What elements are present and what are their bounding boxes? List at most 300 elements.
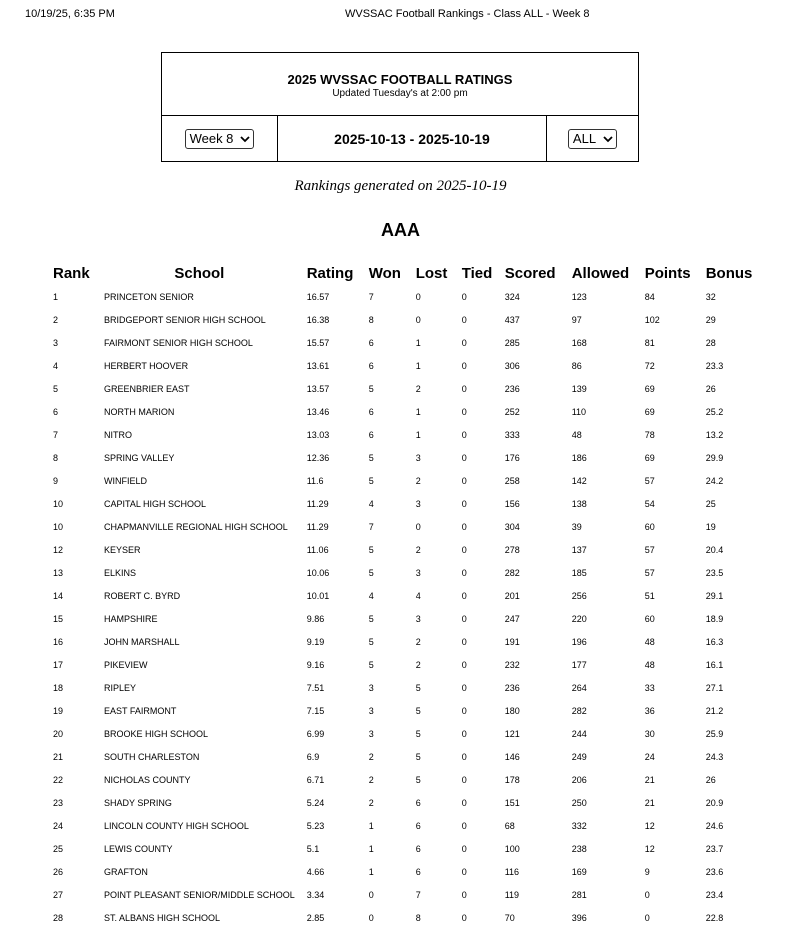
cell-lost: 3 — [415, 498, 421, 509]
cell-tied: 0 — [461, 820, 467, 831]
cell-allowed: 123 — [571, 291, 587, 302]
cell-points: 72 — [644, 360, 655, 371]
cell-tied: 0 — [461, 590, 467, 601]
table-row — [47, 837, 762, 860]
cell-school: SPRING VALLEY — [104, 452, 175, 463]
cell-school: BRIDGEPORT SENIOR HIGH SCHOOL — [104, 314, 266, 325]
cell-scored: 121 — [504, 728, 520, 739]
cell-bonus: 22.8 — [705, 912, 724, 923]
cell-school: RIPLEY — [104, 682, 137, 693]
cell-rating: 11.29 — [306, 521, 329, 532]
cell-tied: 0 — [461, 659, 467, 670]
cell-lost: 4 — [415, 590, 421, 601]
cell-tied: 0 — [461, 636, 467, 647]
cell-bonus: 20.4 — [705, 544, 724, 555]
cell-rating: 6.9 — [306, 751, 320, 762]
cell-school: PIKEVIEW — [104, 659, 148, 670]
cell-allowed: 177 — [571, 659, 587, 670]
table-row — [47, 768, 762, 791]
cell-won: 5 — [368, 613, 374, 624]
cell-allowed: 39 — [571, 521, 582, 532]
cell-rating: 10.06 — [306, 567, 330, 578]
cell-points: 69 — [644, 406, 655, 417]
cell-allowed: 139 — [571, 383, 587, 394]
cell-bonus: 28 — [705, 337, 716, 348]
cell-points: 36 — [644, 705, 655, 716]
cell-rank: 16 — [53, 636, 64, 647]
cell-scored: 236 — [504, 383, 520, 394]
cell-points: 21 — [644, 797, 655, 808]
cell-points: 51 — [644, 590, 655, 601]
panel-controls-row — [162, 116, 638, 161]
cell-school: NORTH MARION — [104, 406, 175, 417]
cell-school: PRINCETON SENIOR — [104, 291, 194, 302]
cell-tied: 0 — [461, 567, 467, 578]
cell-bonus: 23.3 — [705, 360, 724, 371]
cell-lost: 1 — [415, 429, 421, 440]
cell-rating: 12.36 — [306, 452, 330, 463]
cell-won: 2 — [368, 751, 374, 762]
cell-bonus: 27.1 — [705, 682, 724, 693]
cell-rank: 27 — [53, 889, 64, 900]
cell-tied: 0 — [461, 866, 467, 877]
cell-tied: 0 — [461, 429, 467, 440]
week-select[interactable] — [185, 129, 255, 149]
week-select-value: Week 8 — [189, 131, 234, 146]
cell-won: 1 — [368, 843, 374, 854]
cell-bonus: 29.9 — [705, 452, 724, 463]
cell-scored: 146 — [504, 751, 520, 762]
cell-tied: 0 — [461, 337, 467, 348]
cell-school: POINT PLEASANT SENIOR/MIDDLE SCHOOL — [104, 889, 295, 900]
cell-won: 5 — [368, 383, 374, 394]
cell-allowed: 142 — [571, 475, 587, 486]
cell-lost: 1 — [415, 360, 421, 371]
table-row — [47, 331, 762, 354]
cell-won: 1 — [368, 820, 374, 831]
cell-school: WINFIELD — [104, 475, 148, 486]
cell-won: 3 — [368, 682, 374, 693]
cell-rank: 19 — [53, 705, 64, 716]
cell-allowed: 185 — [571, 567, 587, 578]
cell-won: 7 — [368, 521, 374, 532]
cell-scored: 247 — [504, 613, 520, 624]
cell-school: HAMPSHIRE — [104, 613, 158, 624]
cell-won: 5 — [368, 636, 374, 647]
table-row — [47, 377, 762, 400]
cell-lost: 8 — [415, 912, 421, 923]
cell-lost: 3 — [415, 613, 421, 624]
cell-scored: 191 — [504, 636, 520, 647]
col-header-rating: Rating — [306, 265, 354, 282]
cell-rating: 4.66 — [306, 866, 325, 877]
cell-points: 0 — [644, 912, 650, 923]
cell-tied: 0 — [461, 360, 467, 371]
table-row — [47, 354, 762, 377]
cell-lost: 5 — [415, 705, 421, 716]
cell-bonus: 16.1 — [705, 659, 724, 670]
cell-scored: 282 — [504, 567, 520, 578]
cell-points: 57 — [644, 567, 655, 578]
cell-tied: 0 — [461, 889, 467, 900]
cell-allowed: 281 — [571, 889, 587, 900]
cell-bonus: 13.2 — [705, 429, 724, 440]
col-header-won: Won — [368, 265, 401, 282]
cell-won: 4 — [368, 498, 374, 509]
cell-school: NICHOLAS COUNTY — [104, 774, 191, 785]
cell-rank: 17 — [53, 659, 64, 670]
col-header-lost: Lost — [415, 265, 448, 282]
print-document-title: WVSSAC Football Rankings - Class ALL - Week 8 — [345, 8, 590, 20]
cell-won: 2 — [368, 774, 374, 785]
cell-tied: 0 — [461, 521, 467, 532]
table-row — [47, 400, 762, 423]
cell-allowed: 244 — [571, 728, 587, 739]
cell-scored: 324 — [504, 291, 520, 302]
cell-points: 57 — [644, 475, 655, 486]
cell-school: BROOKE HIGH SCHOOL — [104, 728, 209, 739]
cell-allowed: 249 — [571, 751, 587, 762]
cell-scored: 70 — [504, 912, 515, 923]
col-header-bonus: Bonus — [705, 265, 753, 282]
cell-rating: 6.99 — [306, 728, 325, 739]
table-header-row — [47, 262, 762, 285]
cell-won: 6 — [368, 406, 374, 417]
cell-allowed: 196 — [571, 636, 587, 647]
cell-school: CHAPMANVILLE REGIONAL HIGH SCHOOL — [104, 521, 288, 532]
cell-rating: 11.6 — [306, 475, 324, 486]
cell-rating: 13.57 — [306, 383, 330, 394]
cell-school: FAIRMONT SENIOR HIGH SCHOOL — [104, 337, 253, 348]
cell-rating: 16.57 — [306, 291, 330, 302]
table-row — [47, 791, 762, 814]
cell-school: GREENBRIER EAST — [104, 383, 190, 394]
cell-scored: 178 — [504, 774, 520, 785]
cell-tied: 0 — [461, 728, 467, 739]
cell-rank: 20 — [53, 728, 64, 739]
cell-allowed: 282 — [571, 705, 587, 716]
cell-rank: 9 — [53, 475, 59, 486]
cell-school: ROBERT C. BYRD — [104, 590, 181, 601]
cell-rating: 7.51 — [306, 682, 325, 693]
col-header-allowed: Allowed — [571, 265, 630, 282]
table-row — [47, 308, 762, 331]
update-schedule-note: Updated Tuesday's at 2:00 pm — [332, 88, 468, 99]
col-header-rank: Rank — [53, 265, 90, 282]
cell-school: LINCOLN COUNTY HIGH SCHOOL — [104, 820, 249, 831]
cell-tied: 0 — [461, 314, 467, 325]
cell-scored: 306 — [504, 360, 520, 371]
panel-title-block — [162, 53, 638, 116]
table-row — [47, 584, 762, 607]
cell-points: 69 — [644, 452, 655, 463]
print-datetime: 10/19/25, 6:35 PM — [25, 8, 115, 20]
cell-rating: 15.57 — [306, 337, 330, 348]
class-select[interactable] — [568, 129, 617, 149]
cell-allowed: 186 — [571, 452, 587, 463]
cell-rating: 13.46 — [306, 406, 330, 417]
table-row — [47, 860, 762, 883]
cell-won: 5 — [368, 544, 374, 555]
cell-points: 78 — [644, 429, 655, 440]
cell-bonus: 29.1 — [705, 590, 724, 601]
cell-rank: 5 — [53, 383, 59, 394]
table-row — [47, 423, 762, 446]
cell-bonus: 32 — [705, 291, 716, 302]
cell-bonus: 25.9 — [705, 728, 724, 739]
cell-allowed: 168 — [571, 337, 587, 348]
table-row — [47, 814, 762, 837]
cell-points: 54 — [644, 498, 655, 509]
cell-allowed: 332 — [571, 820, 587, 831]
cell-allowed: 138 — [571, 498, 587, 509]
date-range: 2025-10-13 - 2025-10-19 — [278, 116, 547, 161]
cell-rating: 16.38 — [306, 314, 330, 325]
cell-rank: 10 — [53, 521, 64, 532]
cell-tied: 0 — [461, 613, 467, 624]
cell-won: 0 — [368, 889, 374, 900]
cell-school: JOHN MARSHALL — [104, 636, 180, 647]
cell-scored: 151 — [504, 797, 520, 808]
cell-rating: 13.61 — [306, 360, 330, 371]
cell-allowed: 169 — [571, 866, 587, 877]
cell-scored: 68 — [504, 820, 515, 831]
cell-lost: 1 — [415, 406, 421, 417]
cell-tied: 0 — [461, 452, 467, 463]
col-header-tied: Tied — [461, 265, 493, 282]
cell-lost: 6 — [415, 820, 421, 831]
cell-rank: 18 — [53, 682, 64, 693]
cell-lost: 2 — [415, 659, 421, 670]
cell-scored: 201 — [504, 590, 520, 601]
cell-school: ST. ALBANS HIGH SCHOOL — [104, 912, 221, 923]
cell-lost: 0 — [415, 291, 421, 302]
class-select-value: ALL — [572, 131, 597, 146]
cell-won: 3 — [368, 705, 374, 716]
cell-won: 8 — [368, 314, 374, 325]
cell-scored: 285 — [504, 337, 520, 348]
table-row — [47, 446, 762, 469]
cell-lost: 2 — [415, 636, 421, 647]
cell-school: HERBERT HOOVER — [104, 360, 189, 371]
cell-rank: 6 — [53, 406, 59, 417]
cell-rank: 13 — [53, 567, 64, 578]
cell-rank: 15 — [53, 613, 64, 624]
cell-rank: 21 — [53, 751, 64, 762]
cell-lost: 6 — [415, 797, 421, 808]
cell-school: ELKINS — [104, 567, 137, 578]
page-title: 2025 WVSSAC FOOTBALL RATINGS — [287, 72, 513, 87]
cell-bonus: 19 — [705, 521, 716, 532]
cell-allowed: 97 — [571, 314, 582, 325]
cell-rank: 22 — [53, 774, 64, 785]
cell-lost: 0 — [415, 521, 421, 532]
cell-rank: 23 — [53, 797, 64, 808]
table-row — [47, 745, 762, 768]
cell-school: LEWIS COUNTY — [104, 843, 173, 854]
cell-school: GRAFTON — [104, 866, 148, 877]
cell-lost: 2 — [415, 383, 421, 394]
cell-bonus: 23.5 — [705, 567, 724, 578]
table-row — [47, 630, 762, 653]
cell-rank: 7 — [53, 429, 59, 440]
table-row — [47, 538, 762, 561]
cell-tied: 0 — [461, 912, 467, 923]
cell-scored: 176 — [504, 452, 520, 463]
cell-points: 60 — [644, 521, 655, 532]
cell-scored: 232 — [504, 659, 520, 670]
cell-won: 2 — [368, 797, 374, 808]
cell-lost: 6 — [415, 866, 421, 877]
cell-bonus: 24.6 — [705, 820, 724, 831]
cell-school: KEYSER — [104, 544, 141, 555]
cell-rank: 10 — [53, 498, 64, 509]
cell-school: CAPITAL HIGH SCHOOL — [104, 498, 207, 509]
cell-bonus: 25 — [705, 498, 716, 509]
cell-rating: 5.24 — [306, 797, 325, 808]
cell-allowed: 264 — [571, 682, 587, 693]
cell-points: 21 — [644, 774, 655, 785]
cell-rating: 11.29 — [306, 498, 329, 509]
cell-rank: 26 — [53, 866, 64, 877]
table-row — [47, 676, 762, 699]
cell-tied: 0 — [461, 406, 467, 417]
cell-bonus: 24.2 — [705, 475, 724, 486]
cell-bonus: 23.7 — [705, 843, 724, 854]
cell-rank: 28 — [53, 912, 64, 923]
cell-school: NITRO — [104, 429, 132, 440]
chevron-down-icon — [603, 134, 613, 144]
cell-allowed: 220 — [571, 613, 587, 624]
cell-lost: 5 — [415, 751, 421, 762]
cell-rank: 14 — [53, 590, 64, 601]
table-row — [47, 607, 762, 630]
cell-lost: 3 — [415, 452, 421, 463]
cell-points: 12 — [644, 843, 655, 854]
cell-rating: 2.85 — [306, 912, 325, 923]
cell-won: 7 — [368, 291, 374, 302]
cell-school: SOUTH CHARLESTON — [104, 751, 200, 762]
table-row — [47, 883, 762, 906]
cell-won: 4 — [368, 590, 374, 601]
cell-points: 30 — [644, 728, 655, 739]
cell-rating: 3.34 — [306, 889, 325, 900]
cell-scored: 116 — [504, 866, 520, 877]
col-header-scored: Scored — [504, 265, 556, 282]
cell-bonus: 25.2 — [705, 406, 724, 417]
cell-scored: 258 — [504, 475, 520, 486]
table-row — [47, 515, 762, 538]
rankings-body — [47, 285, 762, 929]
cell-allowed: 110 — [571, 406, 587, 417]
cell-points: 81 — [644, 337, 655, 348]
table-row — [47, 285, 762, 308]
cell-won: 6 — [368, 360, 374, 371]
rankings-generated-note: Rankings generated on 2025-10-19 — [294, 178, 507, 194]
table-row — [47, 653, 762, 676]
cell-lost: 5 — [415, 774, 421, 785]
cell-rank: 8 — [53, 452, 59, 463]
cell-tied: 0 — [461, 774, 467, 785]
table-row — [47, 492, 762, 515]
cell-lost: 2 — [415, 544, 421, 555]
cell-won: 5 — [368, 567, 374, 578]
cell-rating: 5.1 — [306, 843, 320, 854]
cell-rank: 24 — [53, 820, 64, 831]
cell-allowed: 86 — [571, 360, 582, 371]
cell-bonus: 18.9 — [705, 613, 724, 624]
col-header-points: Points — [644, 265, 691, 282]
cell-school: SHADY SPRING — [104, 797, 172, 808]
cell-rating: 7.15 — [306, 705, 325, 716]
cell-rating: 11.06 — [306, 544, 329, 555]
cell-scored: 180 — [504, 705, 520, 716]
cell-bonus: 26 — [705, 383, 716, 394]
cell-rating: 5.23 — [306, 820, 325, 831]
cell-won: 6 — [368, 429, 374, 440]
cell-points: 84 — [644, 291, 655, 302]
cell-allowed: 48 — [571, 429, 582, 440]
cell-won: 1 — [368, 866, 374, 877]
cell-allowed: 238 — [571, 843, 587, 854]
cell-won: 0 — [368, 912, 374, 923]
cell-won: 5 — [368, 659, 374, 670]
table-row — [47, 699, 762, 722]
cell-rating: 10.01 — [306, 590, 330, 601]
cell-lost: 3 — [415, 567, 421, 578]
cell-lost: 5 — [415, 728, 421, 739]
cell-lost: 1 — [415, 337, 421, 348]
class-heading: AAA — [381, 220, 420, 240]
cell-tied: 0 — [461, 475, 467, 486]
cell-tied: 0 — [461, 291, 467, 302]
cell-points: 48 — [644, 659, 655, 670]
cell-rank: 12 — [53, 544, 64, 555]
cell-points: 12 — [644, 820, 655, 831]
cell-school: EAST FAIRMONT — [104, 705, 177, 716]
cell-won: 5 — [368, 475, 374, 486]
cell-points: 9 — [644, 866, 650, 877]
cell-scored: 119 — [504, 889, 520, 900]
cell-lost: 7 — [415, 889, 421, 900]
cell-lost: 5 — [415, 682, 421, 693]
cell-rank: 25 — [53, 843, 64, 854]
cell-bonus: 29 — [705, 314, 716, 325]
cell-scored: 156 — [504, 498, 520, 509]
table-row — [47, 469, 762, 492]
cell-scored: 278 — [504, 544, 520, 555]
cell-scored: 252 — [504, 406, 520, 417]
cell-points: 33 — [644, 682, 655, 693]
cell-rank: 4 — [53, 360, 59, 371]
cell-tied: 0 — [461, 544, 467, 555]
table-row — [47, 561, 762, 584]
cell-bonus: 26 — [705, 774, 716, 785]
col-header-school: School — [174, 265, 225, 282]
rankings-table — [47, 262, 762, 929]
cell-lost: 2 — [415, 475, 421, 486]
cell-tied: 0 — [461, 383, 467, 394]
cell-points: 48 — [644, 636, 655, 647]
cell-tied: 0 — [461, 751, 467, 762]
class-select-cell — [547, 116, 638, 161]
cell-points: 69 — [644, 383, 655, 394]
cell-tied: 0 — [461, 682, 467, 693]
cell-rank: 1 — [53, 291, 59, 302]
cell-bonus: 16.3 — [705, 636, 724, 647]
cell-rank: 2 — [53, 314, 59, 325]
cell-rating: 13.03 — [306, 429, 330, 440]
